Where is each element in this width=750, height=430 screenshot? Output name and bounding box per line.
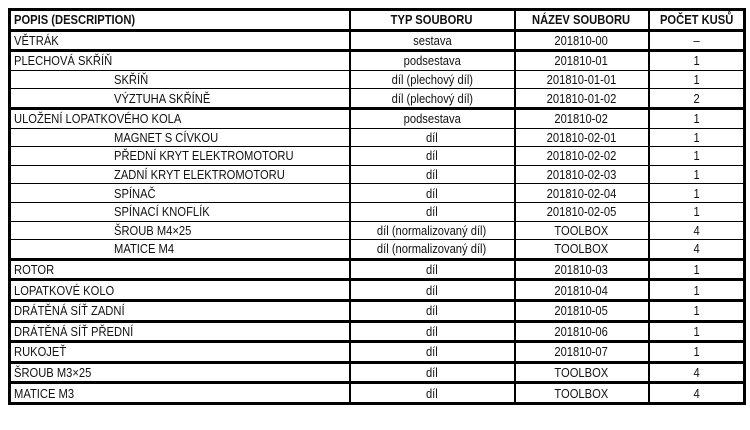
cell-pocet-text: 1: [693, 204, 700, 220]
cell-nazev-text: 201810-05: [554, 303, 609, 319]
cell-popis-text: VĚTRÁK: [14, 32, 59, 48]
cell-nazev-text: 201810-04: [554, 282, 609, 298]
cell-nazev: [515, 128, 649, 147]
cell-pocet: [649, 259, 745, 280]
cell-pocet: [649, 147, 745, 166]
cell-nazev-text: TOOLBOX: [554, 364, 609, 380]
cell-pocet-text: 1: [693, 262, 700, 278]
table-row: [10, 108, 745, 128]
cell-popis-text: RUKOJEŤ: [14, 344, 67, 360]
cell-typ-text: díl: [426, 167, 438, 183]
header-row: [10, 10, 745, 31]
cell-pocet-text: 2: [693, 90, 700, 106]
cell-popis-text: PŘEDNÍ KRYT ELEKTROMOTORU: [114, 148, 294, 164]
cell-popis: [10, 383, 350, 404]
table-row: [10, 202, 745, 221]
cell-typ-text: díl: [426, 385, 438, 401]
cell-nazev-text: 201810-02-04: [546, 185, 617, 201]
cell-nazev-text: 201810-02-01: [546, 129, 617, 145]
cell-pocet-text: 4: [693, 222, 700, 238]
cell-pocet-text: 1: [693, 167, 700, 183]
cell-pocet-text: 4: [693, 241, 700, 257]
cell-pocet: [649, 280, 745, 301]
cell-popis-text: MAGNET S CÍVKOU: [114, 129, 219, 145]
table-row: [10, 89, 745, 109]
table-row: [10, 128, 745, 147]
cell-popis: [10, 300, 350, 321]
cell-popis: [10, 89, 350, 109]
cell-popis: [10, 70, 350, 89]
cell-typ: [350, 184, 515, 203]
table-row: [10, 147, 745, 166]
cell-nazev-text: 201810-02-05: [546, 204, 617, 220]
table-row: [10, 300, 745, 321]
cell-nazev: [515, 259, 649, 280]
cell-typ-text: díl: [426, 148, 438, 164]
table-row: [10, 240, 745, 260]
cell-nazev-text: TOOLBOX: [554, 241, 609, 257]
cell-popis: [10, 128, 350, 147]
cell-popis-text: DRÁTĚNÁ SÍŤ PŘEDNÍ: [14, 323, 134, 339]
table-row: [10, 362, 745, 383]
table-row: [10, 221, 745, 240]
cell-popis: [10, 221, 350, 240]
cell-typ-text: díl: [426, 204, 438, 220]
cell-popis: [10, 147, 350, 166]
cell-popis: [10, 362, 350, 383]
cell-pocet: [649, 89, 745, 109]
cell-pocet: [649, 70, 745, 89]
table-row: [10, 342, 745, 363]
cell-pocet-text: 1: [693, 303, 700, 319]
cell-nazev-text: TOOLBOX: [554, 385, 609, 401]
cell-typ: [350, 221, 515, 240]
cell-popis-text: ŠROUB M4×25: [114, 222, 192, 238]
cell-typ-text: díl: [426, 185, 438, 201]
table-row: [10, 184, 745, 203]
cell-popis: [10, 342, 350, 363]
cell-typ-text: díl: [426, 262, 438, 278]
cell-popis: [10, 51, 350, 71]
cell-typ-text: díl: [426, 282, 438, 298]
cell-nazev-text: 201810-02-02: [546, 148, 617, 164]
cell-pocet: [649, 30, 745, 51]
cell-popis-text: SKŘÍŇ: [114, 72, 149, 88]
cell-typ-text: sestava: [412, 32, 452, 48]
cell-nazev-text: 201810-03: [554, 262, 609, 278]
cell-pocet-text: 1: [693, 282, 700, 298]
cell-nazev-text: 201810-02-03: [546, 167, 617, 183]
cell-typ: [350, 70, 515, 89]
cell-typ: [350, 321, 515, 342]
cell-nazev-text: 201810-01-02: [546, 90, 617, 106]
cell-nazev: [515, 147, 649, 166]
cell-typ: [350, 128, 515, 147]
cell-typ: [350, 108, 515, 128]
cell-typ: [350, 240, 515, 260]
header-typ: [350, 10, 515, 31]
cell-pocet: [649, 321, 745, 342]
cell-popis: [10, 321, 350, 342]
cell-pocet-text: –: [693, 32, 700, 48]
cell-pocet-text: 1: [693, 185, 700, 201]
cell-popis: [10, 280, 350, 301]
header-popis: [10, 10, 350, 31]
cell-typ: [350, 202, 515, 221]
cell-typ-text: díl (plechový díl): [391, 72, 473, 88]
cell-nazev: [515, 321, 649, 342]
cell-typ: [350, 89, 515, 109]
cell-nazev: [515, 30, 649, 51]
table-row: [10, 383, 745, 404]
header-nazev-label: NÁZEV SOUBORU: [532, 12, 631, 28]
header-nazev: [515, 10, 649, 31]
cell-popis: [10, 108, 350, 128]
cell-typ: [350, 165, 515, 184]
table-row: [10, 51, 745, 71]
cell-typ-text: podsestava: [403, 53, 461, 69]
cell-nazev: [515, 70, 649, 89]
cell-typ: [350, 342, 515, 363]
cell-typ-text: podsestava: [403, 111, 461, 127]
cell-typ: [350, 280, 515, 301]
cell-popis: [10, 240, 350, 260]
cell-pocet: [649, 184, 745, 203]
cell-popis-text: ROTOR: [14, 262, 55, 278]
cell-nazev: [515, 362, 649, 383]
cell-popis-text: SPÍNACÍ KNOFLÍK: [114, 204, 210, 220]
table-row: [10, 165, 745, 184]
cell-pocet: [649, 51, 745, 71]
cell-typ: [350, 51, 515, 71]
table-row: [10, 30, 745, 51]
table-row: [10, 321, 745, 342]
cell-pocet: [649, 202, 745, 221]
cell-pocet: [649, 221, 745, 240]
table-row: [10, 70, 745, 89]
cell-typ-text: díl (normalizovaný díl): [377, 222, 487, 238]
header-pocet: [649, 10, 745, 31]
cell-popis-text: MATICE M3: [14, 385, 75, 401]
cell-popis: [10, 165, 350, 184]
cell-popis-text: ULOŽENÍ LOPATKOVÉHO KOLA: [14, 111, 182, 127]
cell-nazev: [515, 89, 649, 109]
cell-nazev: [515, 240, 649, 260]
cell-popis-text: VÝZTUHA SKŘÍNĚ: [114, 90, 211, 106]
cell-pocet-text: 1: [693, 129, 700, 145]
cell-nazev-text: TOOLBOX: [554, 222, 609, 238]
cell-pocet-text: 1: [693, 111, 700, 127]
cell-typ-text: díl: [426, 344, 438, 360]
cell-pocet-text: 1: [693, 148, 700, 164]
cell-pocet-text: 1: [693, 53, 700, 69]
cell-popis-text: SPÍNAČ: [114, 185, 156, 201]
cell-popis-text: ZADNÍ KRYT ELEKTROMOTORU: [114, 167, 285, 183]
cell-nazev: [515, 280, 649, 301]
cell-popis-text: MATICE M4: [114, 241, 175, 257]
cell-nazev: [515, 300, 649, 321]
cell-popis-text: ŠROUB M3×25: [14, 364, 92, 380]
cell-typ: [350, 383, 515, 404]
cell-nazev: [515, 165, 649, 184]
cell-pocet-text: 1: [693, 344, 700, 360]
cell-typ: [350, 300, 515, 321]
cell-typ: [350, 30, 515, 51]
cell-pocet: [649, 383, 745, 404]
table-body: [10, 30, 745, 403]
cell-typ-text: díl: [426, 303, 438, 319]
cell-pocet: [649, 342, 745, 363]
cell-typ: [350, 147, 515, 166]
cell-typ-text: díl: [426, 364, 438, 380]
cell-nazev-text: 201810-07: [554, 344, 609, 360]
cell-nazev-text: 201810-00: [554, 32, 609, 48]
cell-pocet: [649, 300, 745, 321]
cell-popis: [10, 202, 350, 221]
cell-pocet: [649, 240, 745, 260]
cell-popis-text: LOPATKOVÉ KOLO: [14, 282, 115, 298]
cell-nazev: [515, 221, 649, 240]
cell-popis: [10, 30, 350, 51]
cell-popis-text: DRÁTĚNÁ SÍŤ ZADNÍ: [14, 303, 125, 319]
cell-nazev-text: 201810-01-01: [546, 72, 617, 88]
cell-pocet-text: 4: [693, 385, 700, 401]
cell-pocet: [649, 108, 745, 128]
cell-typ-text: díl (plechový díl): [391, 90, 473, 106]
header-typ-label: TYP SOUBORU: [391, 12, 473, 28]
cell-pocet-text: 1: [693, 72, 700, 88]
cell-nazev: [515, 342, 649, 363]
table-row: [10, 280, 745, 301]
cell-popis: [10, 259, 350, 280]
cell-pocet: [649, 128, 745, 147]
cell-nazev-text: 201810-02: [554, 111, 609, 127]
parts-list-table: [8, 8, 746, 405]
cell-typ: [350, 362, 515, 383]
cell-pocet: [649, 165, 745, 184]
cell-typ-text: díl (normalizovaný díl): [377, 241, 487, 257]
cell-typ-text: díl: [426, 323, 438, 339]
cell-nazev: [515, 108, 649, 128]
cell-popis: [10, 184, 350, 203]
cell-pocet: [649, 362, 745, 383]
cell-nazev-text: 201810-06: [554, 323, 609, 339]
cell-popis-text: PLECHOVÁ SKŘÍŇ: [14, 53, 113, 69]
header-pocet-label: POČET KUSŮ: [659, 12, 733, 28]
cell-pocet-text: 4: [693, 364, 700, 380]
cell-nazev: [515, 383, 649, 404]
cell-typ-text: díl: [426, 129, 438, 145]
cell-typ: [350, 259, 515, 280]
cell-nazev: [515, 184, 649, 203]
cell-pocet-text: 1: [693, 323, 700, 339]
table-row: [10, 259, 745, 280]
cell-nazev: [515, 51, 649, 71]
header-popis-label: POPIS (DESCRIPTION): [14, 12, 136, 28]
cell-nazev-text: 201810-01: [554, 53, 609, 69]
cell-nazev: [515, 202, 649, 221]
